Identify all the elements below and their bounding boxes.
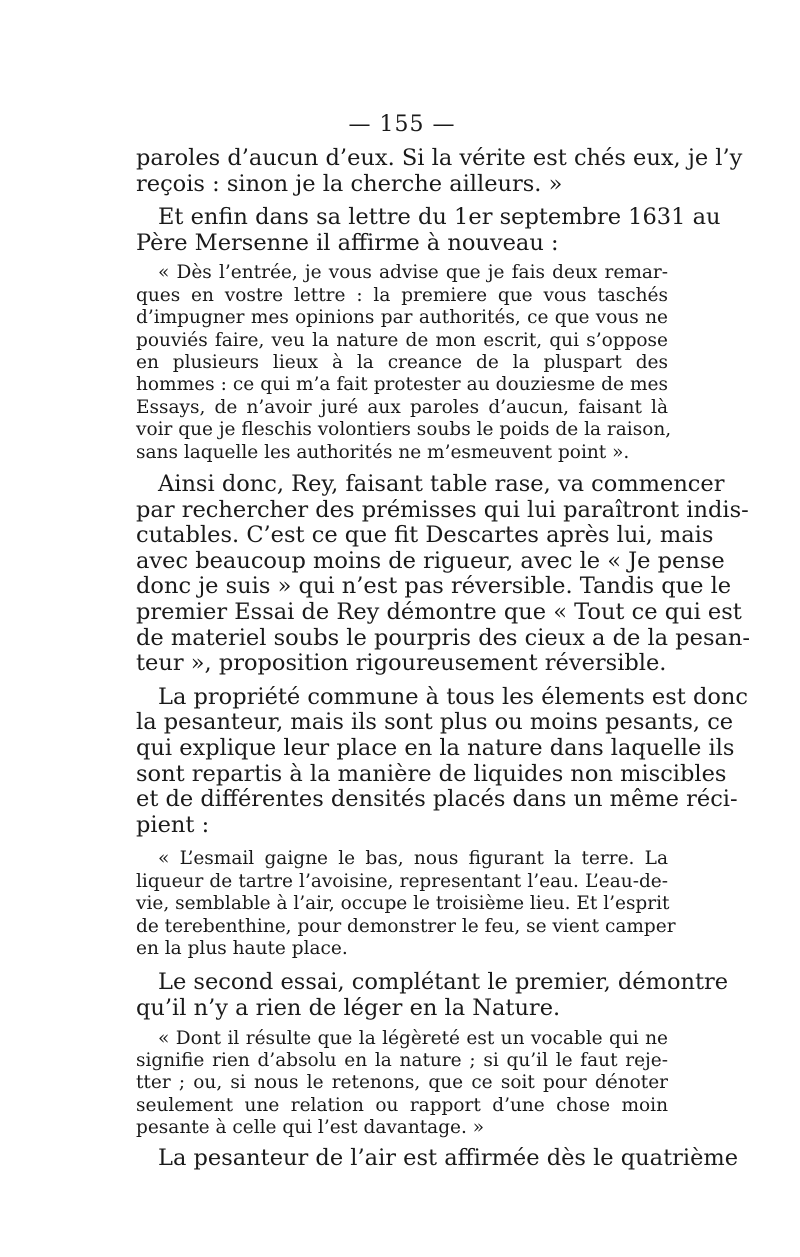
text-line: sont repartis à la manière de liquides non miscibles xyxy=(136,760,727,787)
paragraph xyxy=(136,848,676,960)
text-line: vie, semblable à l’air, occupe le troisième lieu. Et l’esprit xyxy=(136,893,670,915)
text-line: reçois : sinon je la cherche ailleurs. » xyxy=(136,170,563,197)
text-line: en plusieurs lieux à la creance de la pluspart des xyxy=(136,352,668,373)
book-page xyxy=(136,110,751,1171)
text-line: La pesanteur de l’air est affirmée dès le quatrième xyxy=(158,1144,739,1171)
text-line: pouviés faire, veu la nature de mon escrit, qui s’oppose xyxy=(136,329,668,351)
text-line: de materiel soubs le pourpris des cieux a de la pesan- xyxy=(136,624,751,651)
text-line: hommes : ce qui m’a fait protester au douziesme de mes xyxy=(136,374,668,396)
paragraph xyxy=(136,471,751,677)
text-line: pesante à celle qui l’est davantage. » xyxy=(136,1117,485,1139)
text-line: et de différentes densités placés dans un même réci- xyxy=(136,786,738,813)
paragraph xyxy=(136,1144,739,1172)
text-line: la pesanteur, mais ils sont plus ou moins pesants, ce xyxy=(136,709,734,736)
text-line: qu’il n’y a rien de léger en la Nature. xyxy=(136,994,561,1021)
paragraph xyxy=(136,683,749,839)
text-line: Et enfin dans sa lettre du 1er septembre 1631 au xyxy=(158,204,721,231)
text-line: d’impugner mes opinions par authorités, ce que vous ne xyxy=(136,307,668,329)
text-line: seulement une relation ou rapport d’une chose moin xyxy=(136,1094,668,1116)
text-line: ques en vostre lettre : la premiere que vous taschés xyxy=(136,284,668,306)
text-line: donc je suis » qui n’est pas réversible. Tandis que le xyxy=(136,573,732,600)
text-line: signifie rien d’absolu en la nature ; si qu’il le faut reje- xyxy=(136,1049,668,1071)
text-line: liqueur de tartre l’avoisine, representant l’eau. L’eau-de- xyxy=(136,870,668,892)
text-line: pient : xyxy=(136,811,210,838)
paragraph xyxy=(136,969,729,1021)
text-line: en la plus haute place. xyxy=(136,937,348,959)
paragraph xyxy=(136,1028,668,1140)
text-line: Ainsi donc, Rey, faisant table rase, va commencer xyxy=(158,471,725,498)
paragraph xyxy=(136,204,721,256)
paragraph xyxy=(136,262,672,464)
text-line: cutables. C’est ce que fit Descartes après lui, mais xyxy=(136,522,714,549)
text-line: « L’esmail gaigne le bas, nous figurant la terre. La xyxy=(158,848,668,870)
text-line: de terebenthine, pour demonstrer le feu, se vient camper xyxy=(136,915,676,937)
text-line: sans laquelle les authorités ne m’esmeuvent point ». xyxy=(136,441,630,463)
text-line: Le second essai, complétant le premier, démontre xyxy=(158,969,729,996)
text-line: premier Essai de Rey démontre que « Tout ce qui est xyxy=(136,599,742,625)
page-number: — 155 — xyxy=(348,112,456,137)
text-line: La propriété commune à tous les élements est donc xyxy=(158,683,749,710)
text-line: « Dès l’entrée, je vous advise que je fais deux remar- xyxy=(158,262,668,284)
text-line: voir que je fleschis volontiers soubs le poids de la raison, xyxy=(136,419,672,441)
text-line: teur », proposition rigoureusement réversible. xyxy=(136,650,667,677)
body-text xyxy=(136,145,751,1171)
text-line: par rechercher des prémisses qui lui paraîtront indis- xyxy=(136,496,749,523)
text-line: tter ; ou, si nous le retenons, que ce soit pour dénoter xyxy=(136,1072,668,1094)
text-line: « Dont il résulte que la légèreté est un vocable qui ne xyxy=(158,1027,668,1049)
text-line: avec beaucoup moins de rigueur, avec le « Je pense xyxy=(136,547,725,574)
text-line: paroles d’aucun d’eux. Si la vérite est chés eux, je l’y xyxy=(136,145,743,171)
text-line: qui explique leur place en la nature dans laquelle ils xyxy=(136,734,735,761)
text-line: Essays, de n’avoir juré aux paroles d’aucun, faisant là xyxy=(136,396,668,418)
text-line: Père Mersenne il affirme à nouveau : xyxy=(136,229,559,256)
paragraph xyxy=(136,145,743,197)
